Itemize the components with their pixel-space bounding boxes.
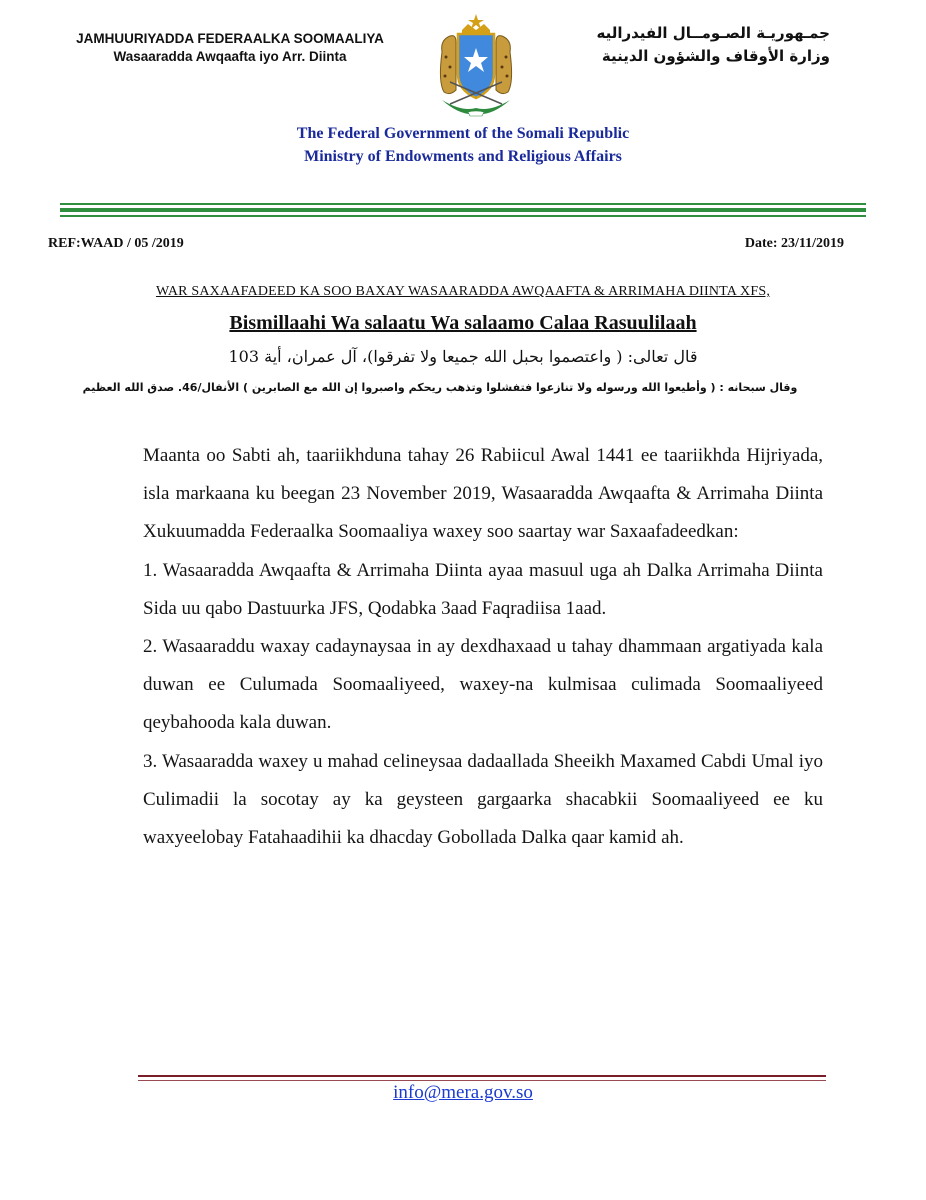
point-3: 3. Wasaaradda waxey u mahad celineysaa dadaallada Sheeikh Maxamed Cabdi Umal iyo Culimadii la socotay ay ka geysteen gargaarka shacabkii Soomaaliyeed ee ku waxyeelobay Fatahaadihii ka dhacday Gobollada Dalka qaar kamid ah. bbox=[143, 750, 823, 849]
reference-number: REF:WAAD / 05 /2019 bbox=[48, 236, 184, 251]
header-english bbox=[0, 122, 926, 168]
intro-paragraph: Maanta oo Sabti ah, taariikhduna tahay 26 Rabiicul Awal 1441 ee taariikhda Hijriyada, isla markaana ku beegan 23 November 2019, Wasaaradda Awqaafta & Arrimaha Diinta Xukuumadda Federaalka Soomaaliya waxey soo saartay war Saxaafadeedkan: bbox=[143, 445, 823, 543]
quran-verse-2: وقال سبحانه : ( وأطيعوا الله ورسوله ولا تنازعوا فتفشلوا وتذهب ريحكم واصبروا إن الله مع الصابرين ) الأنفال/46. صدق الله العظيم bbox=[82, 381, 798, 394]
point-1: 1. Wasaaradda Awqaafta & Arrimaha Diinta ayaa masuul uga ah Dalka Arrimaha Diinta Sida uu qabo Dastuurka JFS, Qodabka 3aad Faqradiisa 1aad. bbox=[143, 559, 823, 619]
header-arabic-line2: وزارة الأوقاف والشؤون الدينية bbox=[601, 47, 830, 65]
press-release-heading: WAR SAXAAFADEED KA SOO BAXAY WASAARADDA AWQAAFTA & ARRIMAHA DIINTA XFS, bbox=[155, 284, 771, 299]
bismillah-line: Bismillaahi Wa salaatu Wa salaamo Calaa Rasuulilaah bbox=[229, 312, 697, 334]
header-divider bbox=[60, 203, 866, 220]
point-2: 2. Wasaaraddu waxay cadaynaysaa in ay dexdhaxaad u tahay dhammaan argatiyada kala duwan ee Culumada Soomaaliyeed, waxey-na kulmisaa culimada Soomaaliyeed qeybahooda kala duwan. bbox=[143, 636, 823, 734]
press-release-body bbox=[143, 437, 823, 857]
header-arabic-line1: جمـهوريـة الصـومــال الفيدراليه bbox=[596, 24, 830, 42]
quran-verse-1: قال تعالى: ( واعتصموا بحبل الله جميعا ولا تفرقوا)، آل عمران، أية 103 bbox=[228, 347, 698, 366]
header-english-line1: The Federal Government of the Somali Republic bbox=[296, 125, 630, 142]
document-date: Date: 23/11/2019 bbox=[744, 236, 844, 251]
header-english-line2: Ministry of Endowments and Religious Affairs bbox=[304, 148, 622, 165]
somalia-coat-of-arms-icon bbox=[432, 12, 520, 117]
header-somali-line2: Wasaaradda Awqaafta iyo Arr. Diinta bbox=[113, 49, 347, 64]
header-somali bbox=[40, 30, 420, 66]
header-somali-line1: JAMHUURIYADDA FEDERAALKA SOOMAALIYA bbox=[76, 31, 384, 46]
contact-email-link[interactable]: info@mera.gov.so bbox=[393, 1082, 533, 1103]
header-arabic bbox=[530, 22, 830, 68]
